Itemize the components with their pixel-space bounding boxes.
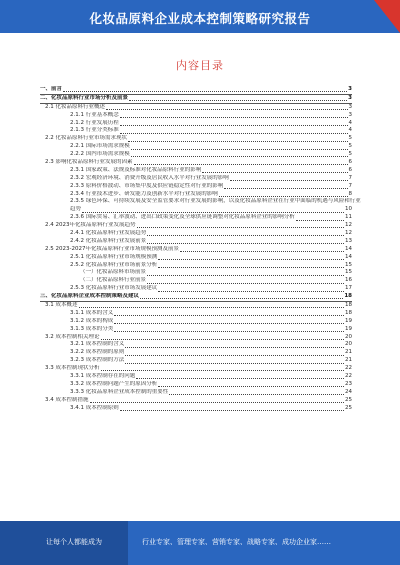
- header-corner-accent: [374, 0, 400, 33]
- toc-page-number: 8: [348, 190, 352, 197]
- toc-entry-text: 3.3.1 成本控制存在的问题: [70, 373, 136, 380]
- toc-leader-dots: [82, 212, 344, 213]
- toc-entry-text: 3.2.3 成本控制的方法: [70, 357, 125, 364]
- toc-page-number: 14: [345, 253, 352, 260]
- toc-entry[interactable]: [40, 246, 352, 254]
- toc-leader-dots: [134, 164, 348, 165]
- toc-page-number: 16: [345, 277, 352, 284]
- toc-entry-text: 3.2 成本控制相关理论: [45, 333, 100, 340]
- toc-page-number: 12: [345, 230, 352, 237]
- toc-entry-text: 2.3.4 行业技术进步、研发能力及创新水平对行业发展的影响: [70, 190, 218, 197]
- toc-leader-dots: [79, 307, 345, 308]
- toc-leader-dots: [180, 251, 344, 252]
- toc-entry[interactable]: [40, 293, 352, 302]
- toc-page-number: 21: [345, 357, 352, 364]
- toc-page-number: 17: [345, 285, 352, 292]
- footer-bar: [0, 521, 400, 565]
- toc-entry-text: 2.1.3 行业分类标准: [70, 127, 119, 134]
- toc-entry[interactable]: [40, 95, 352, 104]
- toc-entry-text: 3.4 成本控制措施: [45, 396, 89, 403]
- toc-entry-text: 3.1.1 成本的含义: [70, 309, 114, 316]
- toc-leader-dots: [114, 315, 344, 316]
- toc-leader-dots: [131, 149, 348, 150]
- toc-page-number: 3: [348, 111, 352, 118]
- toc-entry-text: 2.4.1 化妆品原料行业发展趋势: [70, 230, 147, 237]
- toc-entry-text: 2.3.6 国际贸易、汇率波动、进出口政策变化及全球供应链调整对化妆品原料企业的影响分析: [70, 214, 295, 221]
- toc-page-number: 18: [344, 293, 352, 300]
- toc-entry[interactable]: [40, 381, 352, 389]
- toc-leader-dots: [120, 133, 348, 134]
- toc-leader-dots: [296, 220, 344, 221]
- toc-entry-text: 2.1.1 行业基本概念: [70, 111, 119, 118]
- toc-entry[interactable]: [40, 127, 352, 135]
- toc-entry[interactable]: [40, 277, 352, 285]
- toc-leader-dots: [63, 91, 347, 92]
- toc-page-number: 22: [345, 365, 352, 372]
- toc-page-number: 4: [348, 127, 352, 134]
- toc-leader-dots: [120, 117, 348, 118]
- toc-entry[interactable]: [40, 357, 352, 365]
- toc-leader-dots: [202, 172, 347, 173]
- toc-entry[interactable]: [40, 302, 352, 310]
- toc-entry-text: 2.3.3 原料价格波动、市场集中度及供应链稳定性对行业的影响: [70, 182, 224, 189]
- toc-page-number: 12: [345, 222, 352, 229]
- table-of-contents: [40, 85, 361, 516]
- toc-leader-dots: [147, 235, 344, 236]
- toc-entry[interactable]: [40, 326, 352, 334]
- toc-leader-dots: [120, 410, 344, 411]
- toc-entry[interactable]: [40, 86, 352, 95]
- toc-leader-dots: [158, 267, 344, 268]
- toc-page-number: 5: [348, 135, 352, 142]
- toc-entry[interactable]: [40, 112, 352, 120]
- toc-leader-dots: [169, 394, 344, 395]
- toc-page-number: 18: [345, 302, 352, 309]
- toc-leader-dots: [106, 109, 348, 110]
- toc-leader-dots: [131, 156, 348, 157]
- toc-leader-dots: [125, 347, 344, 348]
- toc-page-number: 7: [348, 174, 352, 181]
- toc-leader-dots: [158, 259, 344, 260]
- toc-leader-dots: [90, 402, 345, 403]
- toc-entry[interactable]: [40, 120, 352, 128]
- toc-entry-text: 3.3.3 化妆品原料企业成本控制的重要性: [70, 388, 169, 395]
- toc-entry[interactable]: [40, 373, 352, 381]
- toc-entry-text: 2.3.5 绿色环保、可持续发展及安全监管要求对行业发展的影响，以及化妆品原料企业在行业中面临的机遇与风险和行业: [70, 198, 361, 205]
- toc-entry-text: （一）化妆品原料市场前景: [80, 269, 147, 276]
- toc-page-number: 21: [345, 349, 352, 356]
- toc-entry[interactable]: [40, 191, 352, 199]
- toc-entry[interactable]: [40, 262, 352, 270]
- report-title: 化妆品原料企业成本控制策略研究报告: [89, 11, 311, 26]
- toc-leader-dots: [147, 243, 344, 244]
- toc-page-number: 13: [345, 237, 352, 244]
- toc-entry-text: （二）化妆品原料行业前景: [80, 277, 147, 284]
- toc-entry-text: 2.3 影响化妆品原料行业发展的因素: [45, 159, 133, 165]
- footer-slogan-left: 让每个人都能成为: [46, 538, 102, 546]
- toc-page-number: 15: [345, 269, 352, 276]
- toc-entry[interactable]: [40, 397, 352, 405]
- toc-entry-text: 二、化妆品原料行业市场分析及前景: [40, 94, 129, 101]
- toc-entry-text: 3.1.3 成本的分类: [70, 325, 114, 332]
- toc-entry-text: 2.4 2023年化妆品原料行业发展趋势: [45, 222, 136, 229]
- toc-leader-dots: [230, 180, 348, 181]
- toc-entry[interactable]: [40, 183, 352, 191]
- toc-entry-text: 2.5.3 化妆品原料行业市场发展建议: [70, 285, 158, 292]
- toc-entry-text: 2.2.1 国际市场需求规模: [70, 143, 130, 150]
- toc-entry[interactable]: [40, 349, 352, 357]
- toc-entry-text: 3.4.1 成本控制原则: [70, 404, 119, 411]
- toc-leader-dots: [158, 386, 344, 387]
- toc-entry-text: 3.2.2 成本控制的原则: [70, 349, 125, 356]
- toc-leader-dots: [101, 370, 345, 371]
- toc-page-number: 20: [345, 333, 352, 340]
- toc-entry-text: 3.1 成本概述: [45, 302, 78, 309]
- toc-entry[interactable]: [40, 269, 352, 277]
- toc-page-number: 4: [348, 119, 352, 126]
- toc-leader-dots: [128, 141, 348, 142]
- toc-entry-text: 3.3 成本控制现状分析: [45, 365, 100, 372]
- toc-entry-text: 2.3.2 宏观经济环境、消费升级及居民收入水平对行业发展的影响: [70, 174, 229, 181]
- toc-entry-text: 3.3.2 成本控制问题产生的原因分析: [70, 380, 158, 387]
- toc-entry-text: 2.1 化妆品原料行业概述: [45, 103, 105, 110]
- toc-entry[interactable]: [40, 334, 352, 342]
- toc-entry[interactable]: [40, 285, 352, 293]
- toc-entry[interactable]: [40, 104, 352, 112]
- toc-heading: 内容目录: [176, 59, 224, 72]
- toc-leader-dots: [101, 339, 345, 340]
- toc-entry[interactable]: [40, 389, 352, 397]
- toc-entry-text: 3.1.2 成本的构成: [70, 317, 114, 324]
- toc-page-number: 3: [348, 85, 352, 92]
- toc-leader-dots: [219, 196, 348, 197]
- toc-leader-dots: [224, 188, 347, 189]
- toc-entry-text: 2.1.2 行业发展历程: [70, 119, 119, 126]
- toc-page-number: 3: [348, 103, 352, 110]
- toc-entry[interactable]: [40, 198, 361, 206]
- toc-page-number: 19: [345, 325, 352, 332]
- toc-leader-dots: [114, 331, 344, 332]
- toc-page-number: 15: [345, 261, 352, 268]
- toc-page-number: 10: [345, 206, 352, 213]
- toc-entry[interactable]: [40, 238, 352, 246]
- toc-page-number: 18: [345, 309, 352, 316]
- toc-entry-text: 2.3.1 国家政策、法规及标准对化妆品原料行业的影响: [70, 166, 202, 173]
- toc-entry-text: 3.2.1 成本控制的含义: [70, 341, 125, 348]
- toc-entry[interactable]: [40, 405, 352, 413]
- toc-page-number: 20: [345, 341, 352, 348]
- toc-page-number: 6: [348, 159, 352, 165]
- footer-slogan-right: 行业专家、管理专家、营销专家、战略专家、成功企业家……: [142, 538, 331, 546]
- toc-entry[interactable]: [40, 254, 352, 262]
- toc-leader-dots: [125, 355, 344, 356]
- toc-page-number: 23: [345, 380, 352, 387]
- toc-entry-text: 2.5.1 化妆品原料行业市场规模预测: [70, 253, 158, 260]
- toc-page-number: 22: [345, 373, 352, 380]
- toc-page-number: 24: [345, 388, 352, 395]
- toc-entry[interactable]: [40, 222, 352, 230]
- toc-page-number: 7: [348, 182, 352, 189]
- toc-entry[interactable]: [40, 135, 352, 143]
- toc-page-number: 5: [348, 143, 352, 150]
- toc-leader-dots: [158, 291, 344, 292]
- toc-entry[interactable]: [40, 318, 352, 326]
- toc-leader-dots: [120, 125, 348, 126]
- toc-page-number: 6: [348, 166, 352, 173]
- report-header-bar: [0, 0, 400, 33]
- toc-entry-text: 2.2 化妆品原料行业市场需求现状: [45, 135, 127, 142]
- toc-entry[interactable]: [40, 159, 352, 167]
- toc-page-number: 19: [345, 317, 352, 324]
- toc-page-number: 11: [345, 214, 352, 221]
- toc-entry-text: 2.5.2 化妆品原料行业市场前景分析: [70, 261, 158, 268]
- toc-page-number: 25: [345, 404, 352, 411]
- toc-entry[interactable]: [40, 365, 352, 373]
- toc-entry-text: 趋势: [70, 206, 82, 213]
- toc-leader-dots: [140, 298, 343, 299]
- toc-entry[interactable]: [40, 151, 352, 159]
- toc-page-number: 14: [345, 245, 352, 252]
- toc-leader-dots: [114, 323, 344, 324]
- toc-entry[interactable]: [40, 342, 352, 350]
- toc-leader-dots: [129, 100, 347, 101]
- toc-leader-dots: [137, 227, 345, 228]
- toc-entry[interactable]: [40, 143, 352, 151]
- toc-entry[interactable]: [40, 175, 352, 183]
- toc-leader-dots: [125, 363, 344, 364]
- toc-entry[interactable]: [40, 230, 352, 238]
- toc-entry[interactable]: [40, 206, 352, 214]
- toc-entry-text: 2.5 2023-2027年化妆品原料行业市场规模预测及前景: [45, 245, 179, 252]
- toc-entry-text: 2.4.2 化妆品原料行业发展前景: [70, 237, 147, 244]
- toc-page-number: 3: [348, 94, 352, 101]
- toc-entry[interactable]: [40, 167, 352, 175]
- toc-leader-dots: [147, 283, 344, 284]
- toc-entry-text: 2.2.2 国内市场需求规模: [70, 151, 130, 158]
- toc-entry-text: 三、化妆品原料企业成本控制策略及建议: [40, 293, 140, 300]
- toc-leader-dots: [147, 275, 344, 276]
- toc-entry-text: 一、前言: [40, 85, 63, 92]
- toc-entry[interactable]: [40, 214, 352, 222]
- toc-page-number: 25: [345, 396, 352, 403]
- toc-entry[interactable]: [40, 310, 352, 318]
- toc-leader-dots: [136, 378, 344, 379]
- toc-page-number: 5: [348, 151, 352, 158]
